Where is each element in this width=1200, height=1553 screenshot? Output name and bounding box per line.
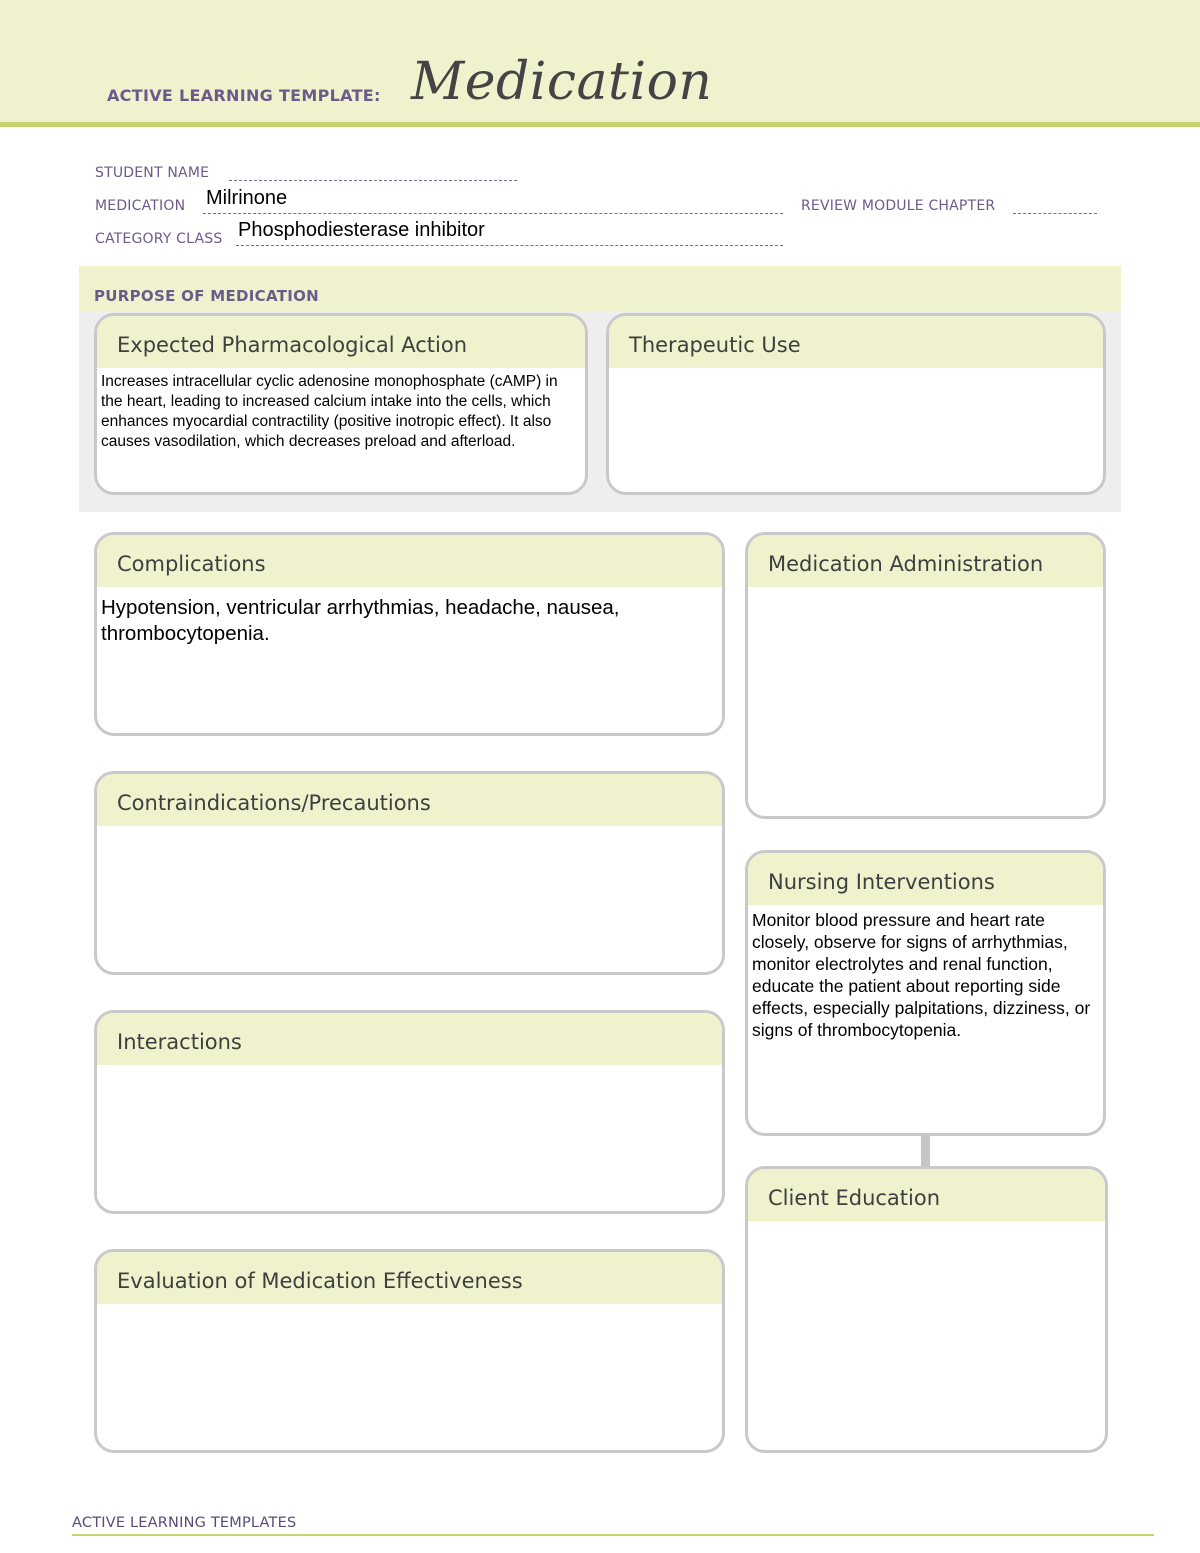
client-education-title: Client Education	[768, 1186, 941, 1210]
template-title: Medication	[411, 52, 713, 112]
client-education-card	[745, 1166, 1108, 1453]
nursing-interventions-title: Nursing Interventions	[768, 870, 995, 894]
medication-label: MEDICATION	[95, 198, 186, 214]
category-class-label: CATEGORY CLASS	[95, 231, 223, 247]
interactions-title: Interactions	[117, 1030, 242, 1054]
card-header	[748, 535, 1103, 587]
student-name-field[interactable]	[229, 180, 517, 181]
medication-value: Milrinone	[206, 187, 288, 209]
interactions-body[interactable]	[97, 1065, 722, 1069]
medication-administration-title: Medication Administration	[768, 552, 1044, 576]
card-header	[609, 316, 1103, 368]
evaluation-card	[94, 1249, 725, 1453]
card-header	[748, 853, 1103, 905]
contraindications-body[interactable]	[97, 826, 722, 830]
therapeutic-use-card	[606, 313, 1106, 495]
complications-card	[94, 532, 725, 736]
category-class-value: Phosphodiesterase inhibitor	[238, 219, 485, 241]
therapeutic-use-body[interactable]	[609, 368, 1103, 372]
card-header	[748, 1169, 1105, 1221]
template-label: ACTIVE LEARNING TEMPLATE:	[107, 86, 381, 105]
medication-administration-card	[745, 532, 1106, 819]
review-module-label: REVIEW MODULE CHAPTER	[801, 198, 996, 214]
review-module-field[interactable]	[1013, 213, 1097, 214]
card-header	[97, 316, 585, 368]
expected-action-body[interactable]: Increases intracellular cyclic adenosine monophosphate (cAMP) in the heart, leading to increased calcium intake into the cells, which enhances myocardial contractility (positive inotropic effect). It also causes vasodilation, which decreases preload and afterload.	[101, 373, 558, 450]
client-education-body[interactable]	[748, 1221, 1105, 1225]
nursing-interventions-card	[745, 850, 1106, 1136]
card-header	[97, 774, 722, 826]
expected-action-title: Expected Pharmacological Action	[117, 333, 468, 357]
footer-rule	[72, 1534, 1154, 1536]
header-rule	[0, 122, 1200, 127]
contraindications-title: Contraindications/Precautions	[117, 791, 431, 815]
purpose-label: PURPOSE OF MEDICATION	[94, 287, 320, 305]
footer-label: ACTIVE LEARNING TEMPLATES	[72, 1515, 297, 1531]
connector-line	[921, 1134, 930, 1166]
expected-action-card	[94, 313, 588, 495]
complications-body[interactable]: Hypotension, ventricular arrhythmias, headache, nausea, thrombocytopenia.	[101, 596, 620, 645]
nursing-interventions-body[interactable]: Monitor blood pressure and heart rate closely, observe for signs of arrhythmias, monitor electrolytes and renal function, educate the patient about reporting side effects, especially palpitations, dizziness, or signs of thrombocytopenia.	[752, 910, 1091, 1040]
therapeutic-use-title: Therapeutic Use	[629, 333, 801, 357]
student-name-label: STUDENT NAME	[95, 165, 210, 181]
evaluation-title: Evaluation of Medication Effectiveness	[117, 1269, 523, 1293]
contraindications-card	[94, 771, 725, 975]
card-header	[97, 535, 722, 587]
card-header	[97, 1013, 722, 1065]
medication-field[interactable]	[203, 213, 783, 214]
interactions-card	[94, 1010, 725, 1214]
complications-title: Complications	[117, 552, 266, 576]
card-header	[97, 1252, 722, 1304]
category-class-field[interactable]	[236, 245, 783, 246]
evaluation-body[interactable]	[97, 1304, 722, 1308]
medication-administration-body[interactable]	[748, 587, 1103, 591]
